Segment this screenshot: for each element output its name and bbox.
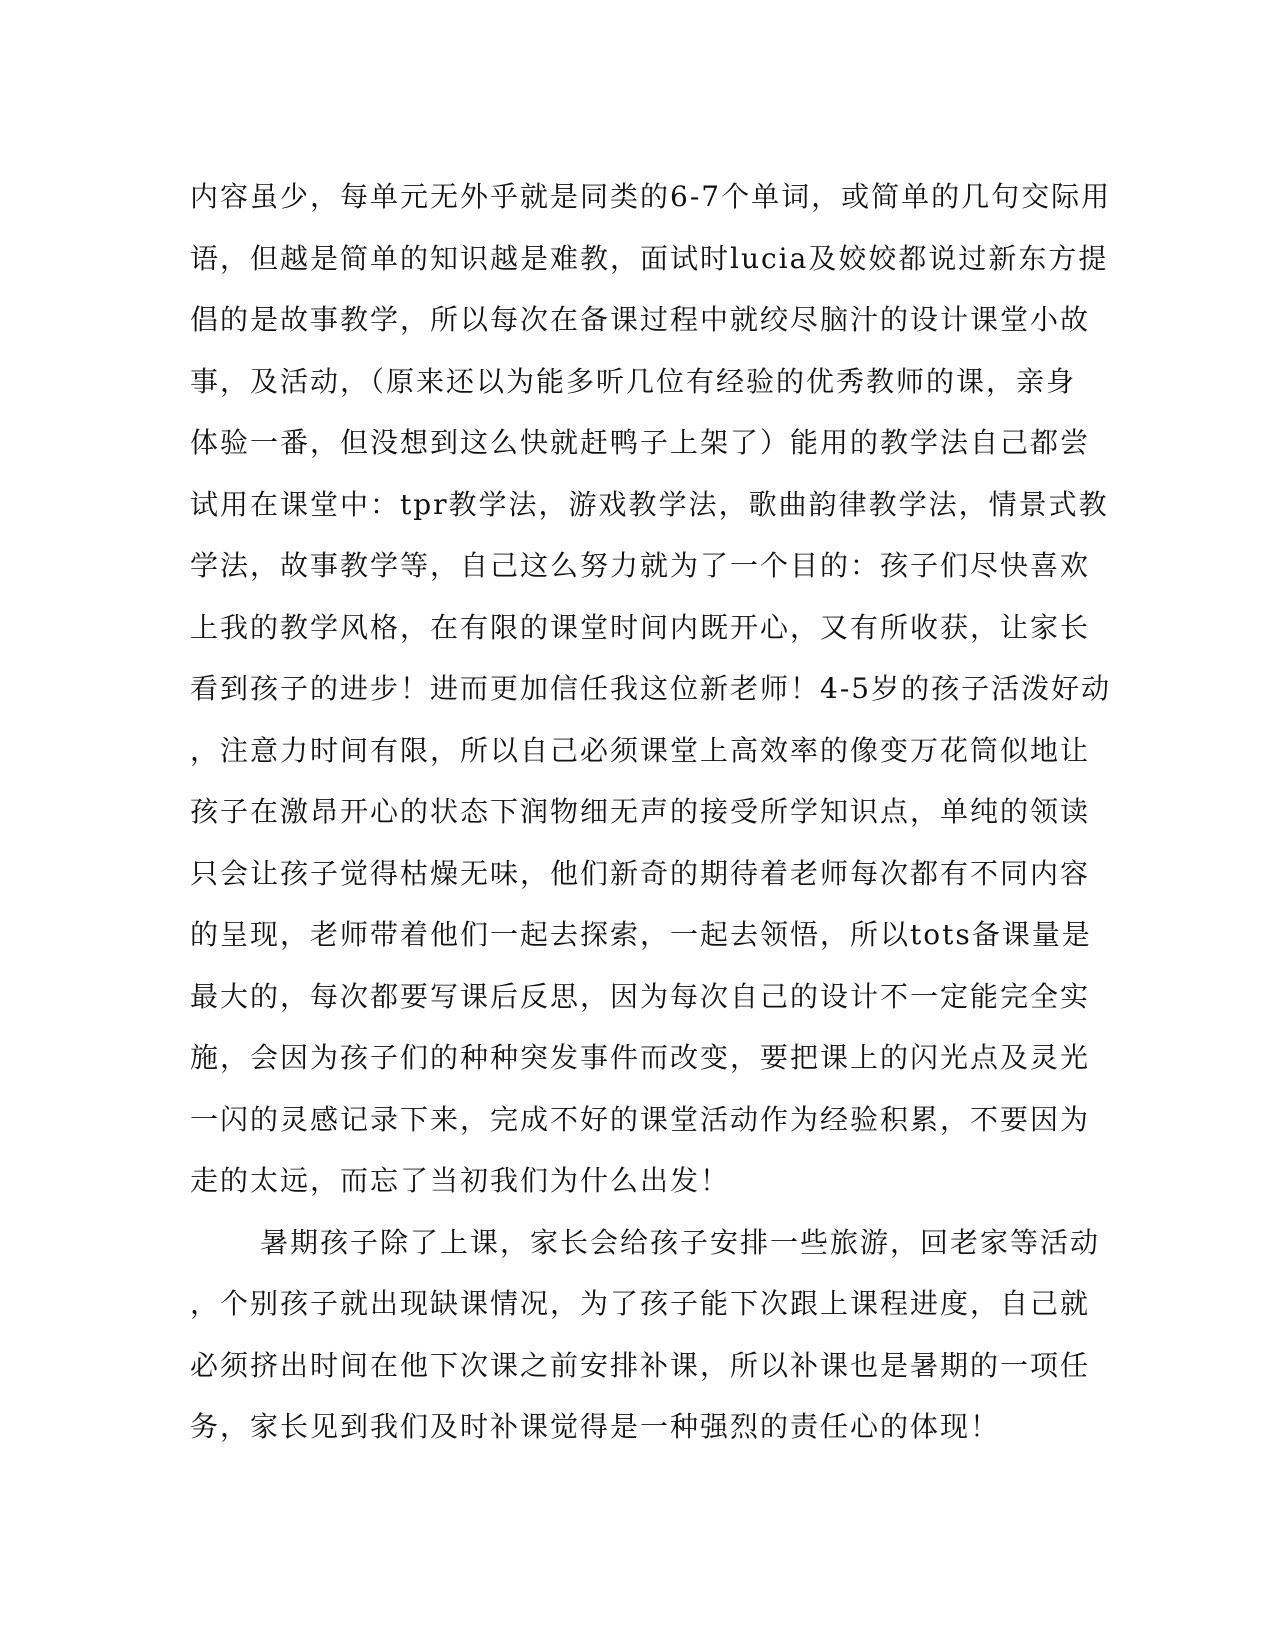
paragraph-2-line-4: 务，家长见到我们及时补课觉得是一种强烈的责任心的体现！ bbox=[190, 1410, 1001, 1443]
paragraph-1-line-4: 事，及活动，（原来还以为能多听几位有经验的优秀教师的课，亲身 bbox=[190, 364, 1077, 398]
paragraph-1-line-5: 体验一番，但没想到这么快就赶鸭子上架了）能用的教学法自己都尝 bbox=[190, 426, 1091, 459]
paragraph-1-line-6: 试用在课堂中：tpr教学法，游戏教学法，歌曲韵律教学法，情景式教 bbox=[190, 487, 1109, 521]
paragraph-2-line-1: 暑期孩子除了上课，家长会给孩子安排一些旅游，回老家等活动 bbox=[260, 1225, 1101, 1259]
paragraph-2-line-2: ，个别孩子就出现缺课情况，为了孩子能下次跟上课程进度，自己就 bbox=[190, 1287, 1091, 1320]
paragraph-1-line-3: 倡的是故事教学，所以每次在备课过程中就绞尽脑汁的设计课堂小故 bbox=[190, 303, 1091, 336]
paragraph-1-line-16: 一闪的灵感记录下来，完成不好的课堂活动作为经验积累，不要因为 bbox=[190, 1102, 1091, 1136]
paragraph-1-line-13: 的呈现，老师带着他们一起去探索，一起去领悟，所以tots备课量是 bbox=[190, 918, 1092, 951]
document-body bbox=[190, 166, 1112, 1458]
paragraph-1-line-1: 内容虽少，每单元无外乎就是同类的6-7个单词，或简单的几句交际用 bbox=[190, 180, 1112, 213]
paragraph-1-line-11: 孩子在激昂开心的状态下润物细无声的接受所学知识点，单纯的领读 bbox=[190, 795, 1091, 828]
paragraph-1-line-17: 走的太远，而忘了当初我们为什么出发！ bbox=[190, 1164, 731, 1197]
paragraph-1-line-10: ，注意力时间有限，所以自己必须课堂上高效率的像变万花筒似地让 bbox=[190, 733, 1091, 767]
paragraph-1-line-12: 只会让孩子觉得枯燥无味，他们新奇的期待着老师每次都有不同内容 bbox=[190, 856, 1091, 890]
paragraph-1-line-15: 施，会因为孩子们的种种突发事件而改变，要把课上的闪光点及灵光 bbox=[190, 1041, 1091, 1074]
paragraph-1-line-2: 语，但越是简单的知识越是难教，面试时lucia及姣姣都说过新东方提 bbox=[190, 241, 1109, 275]
paragraph-1-line-8: 上我的教学风格，在有限的课堂时间内既开心，又有所收获，让家长 bbox=[190, 610, 1091, 644]
paragraph-2-line-3: 必须挤出时间在他下次课之前安排补课，所以补课也是暑期的一项任 bbox=[190, 1348, 1091, 1382]
paragraph-1-line-14: 最大的，每次都要写课后反思，因为每次自己的设计不一定能完全实 bbox=[190, 979, 1091, 1013]
paragraph-1-line-9: 看到孩子的进步！进而更加信任我这位新老师！4-5岁的孩子活泼好动 bbox=[190, 672, 1112, 705]
paragraph-1-line-7: 学法，故事教学等，自己这么努力就为了一个目的：孩子们尽快喜欢 bbox=[190, 549, 1091, 582]
